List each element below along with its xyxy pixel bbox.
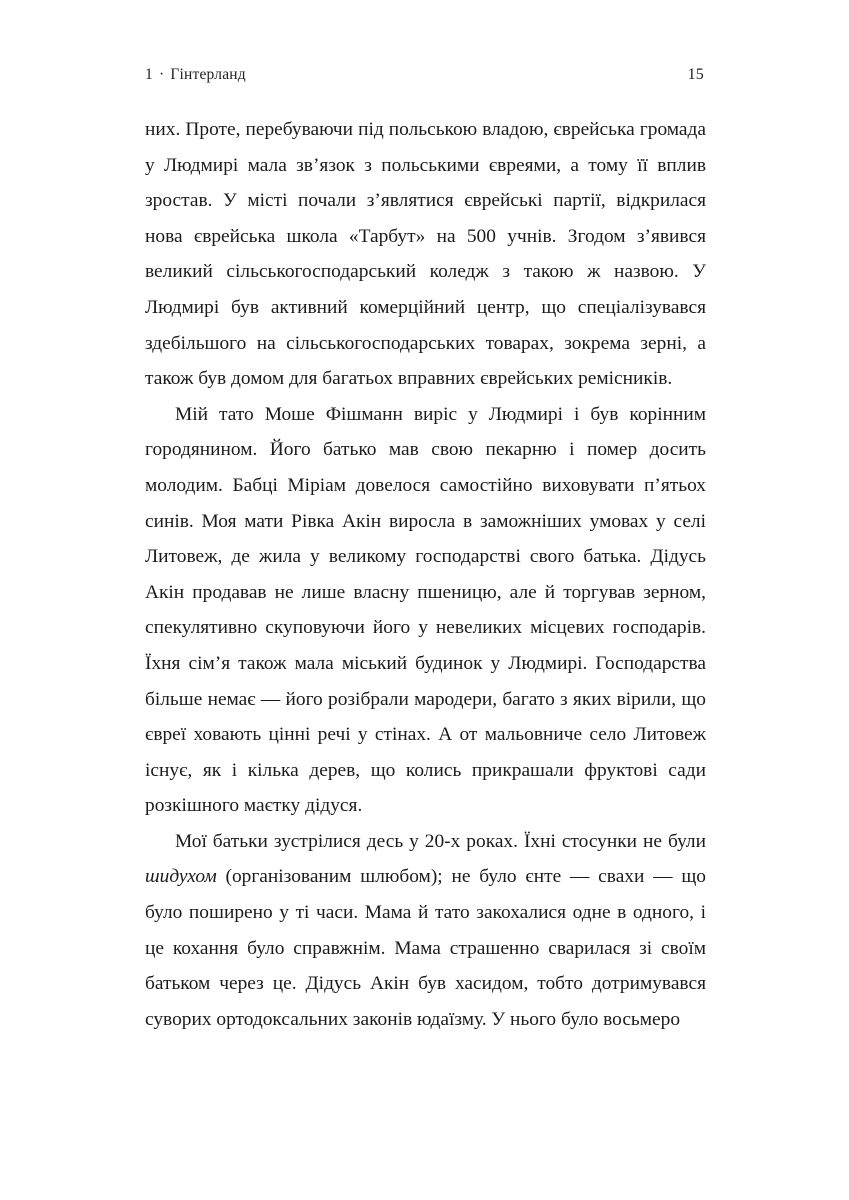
paragraph bbox=[145, 824, 706, 1038]
text-run: Мої батьки зустрілися десь у 20-х роках. Їхні стосунки не були bbox=[175, 830, 706, 852]
running-head bbox=[145, 66, 704, 84]
emphasis-text: шидухом bbox=[145, 866, 217, 888]
running-head-chapter bbox=[145, 66, 246, 84]
text-run: (організованим шлюбом); не було єнте — свахи — що було поширено у ті часи. Мама й тато закохалися одне в одного, і це кохання було справжнім. Мама страшенно сварилася зі своїм батьком через це. Дідусь Акін був хасидом, тобто дотримувався суворих ортодоксальних законів юдаїзму. У нього було восьмеро bbox=[145, 866, 706, 1030]
chapter-title: Гінтерланд bbox=[170, 66, 246, 83]
paragraph bbox=[145, 112, 706, 397]
text-run: них. Проте, перебуваючи під польською владою, єврейська громада у Людмирі мала зв’язок з польськими євреями, а тому її вплив зростав. У місті почали з’являтися єврейські партії, відкрилася нова єврейська школа «Тарбут» на 500 учнів. Згодом з’явився великий сільськогосподарський коледж з такою ж назвою. У Людмирі був активний комерційний центр, що спеціалізувався здебільшого на сільськогосподарських товарах, зокрема зерні, а також був домом для багатьох вправних єврейських ремісників. bbox=[145, 119, 706, 390]
paragraph bbox=[145, 397, 706, 824]
chapter-number: 1 bbox=[145, 66, 153, 83]
page-number: 15 bbox=[687, 66, 704, 83]
body-text bbox=[145, 112, 706, 1037]
running-head-separator: · bbox=[158, 66, 165, 83]
text-run: Мій тато Моше Фішманн виріс у Людмирі і був корінним городянином. Його батько мав свою пекарню і помер досить молодим. Бабці Міріам довелося самостійно виховувати п’ятьох синів. Моя мати Рівка Акін виросла в заможніших умовах у селі Литовеж, де жила у великому господарстві свого батька. Дідусь Акін продавав не лише власну пшеницю, але й торгував зерном, спекулятивно скуповуючи його у невеликих місцевих господарів. Їхня сім’я також мала міський будинок у Людмирі. Господарства більше немає — його розібрали мародери, багато з яких вірили, що євреї ховають цінні речі у стінах. А от мальовниче село Литовеж існує, як і кілька дерев, що колись прикрашали фруктові сади розкішного маєтку дідуся. bbox=[145, 403, 706, 817]
